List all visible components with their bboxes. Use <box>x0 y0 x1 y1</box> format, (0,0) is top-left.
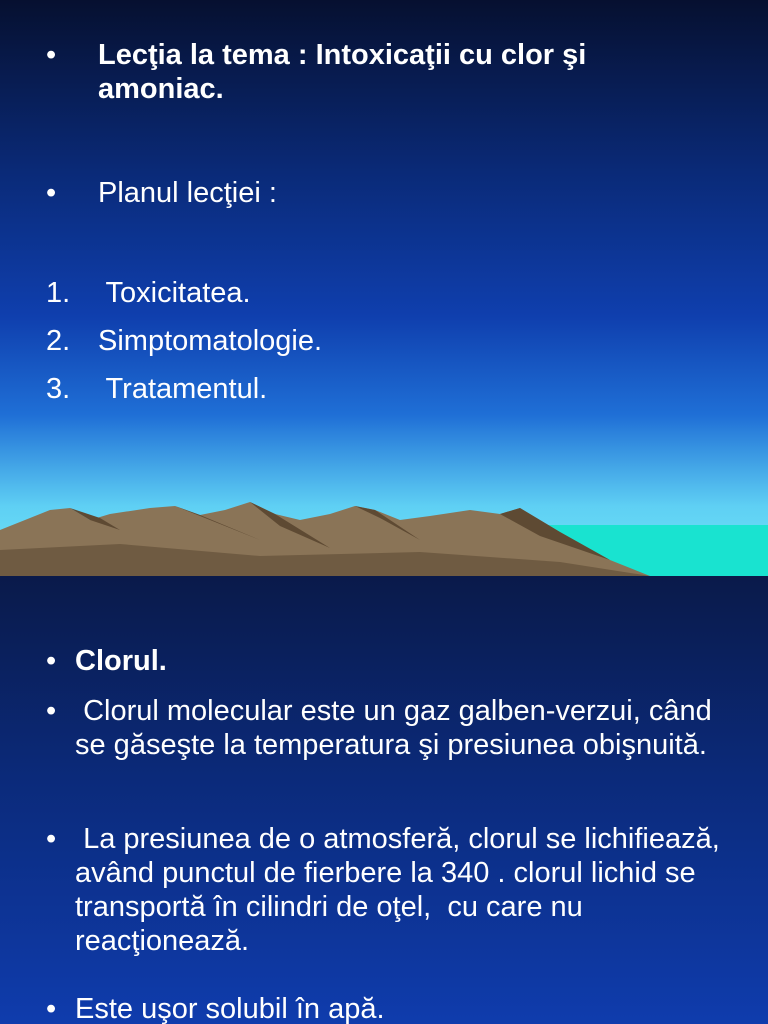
slide-2 <box>0 576 768 1024</box>
bullet-text: Clorul molecular este un gaz galben-verzui, când se găseşte la temperatura şi presiunea obişnuită. <box>75 695 720 761</box>
item-text: Tratamentul. <box>98 373 268 405</box>
bullet-item <box>46 992 746 1024</box>
mountain-landscape-illustration <box>0 470 768 576</box>
plan-item <box>46 372 267 406</box>
bullet-marker: • <box>46 993 57 1024</box>
title-row <box>46 38 726 106</box>
bullet-item <box>46 694 746 762</box>
bullet-item <box>46 822 746 958</box>
item-text: Toxicitatea. <box>98 277 251 309</box>
plan-row <box>46 176 277 210</box>
bullet-text: La presiunea de o atmosferă, clorul se lichifiează, având punctul de fierbere la 340 . clorul lichid se transportă în cilindri de oţel, cu care nu reacţionează. <box>75 823 728 957</box>
item-text: Simptomatologie. <box>98 325 323 357</box>
bullet-text: Este uşor solubil în apă. <box>75 993 385 1024</box>
plan-heading: Planul lecţiei : <box>98 177 277 209</box>
bullet-marker: • <box>46 823 57 855</box>
bullet-marker: • <box>46 645 57 677</box>
section-heading: Clorul. <box>75 645 167 677</box>
bullet-marker: • <box>46 177 57 209</box>
lesson-title: Lecţia la tema : Intoxicaţii cu clor şi amoniac. <box>98 39 587 105</box>
item-number: 3. <box>46 373 71 405</box>
bullet-marker: • <box>46 695 57 727</box>
item-number: 1. <box>46 277 71 309</box>
plan-item <box>46 324 322 358</box>
bullet-marker: • <box>46 39 57 71</box>
item-number: 2. <box>46 325 71 357</box>
bullet-item <box>46 644 746 678</box>
plan-item <box>46 276 251 310</box>
